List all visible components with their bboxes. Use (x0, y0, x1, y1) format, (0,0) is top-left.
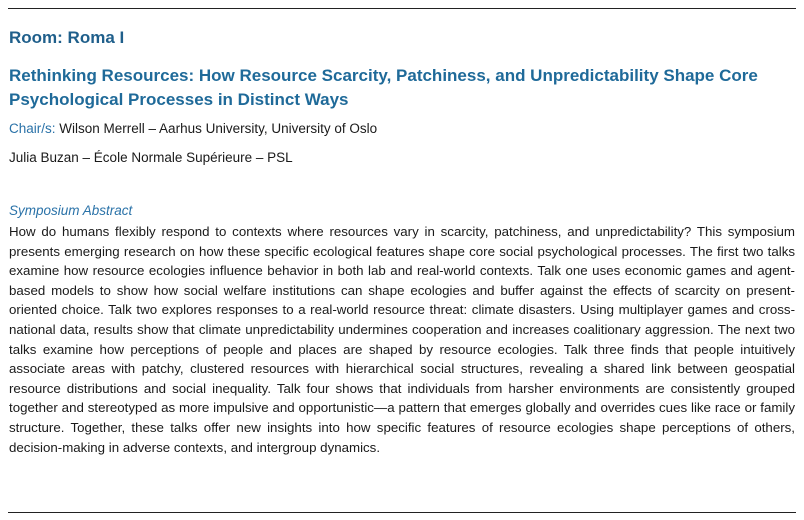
top-rule (8, 8, 796, 9)
abstract-label: Symposium Abstract (9, 203, 133, 218)
chair-line-1 (9, 121, 377, 136)
chair-name-1: Wilson Merrell – Aarhus University, University of Oslo (59, 121, 378, 136)
session-title: Rethinking Resources: How Resource Scarcity, Patchiness, and Unpredictability Shape Core Psychological Processes in Distinct Ways (9, 66, 758, 109)
chair-label: Chair/s: (9, 121, 56, 136)
chair-name-2: Julia Buzan – École Normale Supérieure – PSL (9, 150, 293, 165)
room-heading: Room: Roma I (9, 28, 125, 47)
bottom-rule (8, 512, 796, 513)
abstract-text: How do humans flexibly respond to contexts where resources vary in scarcity, patchiness, and unpredictability? This symposium presents emerging research on how these specific ecological features shape core social psychological processes. The first two talks examine how resource ecologies influence behavior in both lab and real-world contexts. Talk one uses economic games and agent-based models to show how social welfare institutions can shape ecologies and buffer against the effects of scarcity on present-oriented choice. Talk two explores responses to a real-world resource threat: climate disasters. Using multiplayer games and cross-national data, results show that climate unpredictability undermines cooperation and increases coalitionary aggression. The next two talks examine how perceptions of people and places are shaped by resource ecologies. Talk three finds that people intuitively associate areas with patchy, clustered resources with hierarchical social structures, revealing a shared link between geospatial resource distributions and social inequality. Talk four shows that individuals from harsher environments are consistently grouped together and stereotyped as more impulsive and opportunistic—a pattern that emerges globally and overrides cues like race or family structure. Together, these talks offer new insights into how specific features of resource ecologies shape perceptions of others, decision-making in adverse contexts, and intergroup dynamics. (9, 224, 795, 455)
